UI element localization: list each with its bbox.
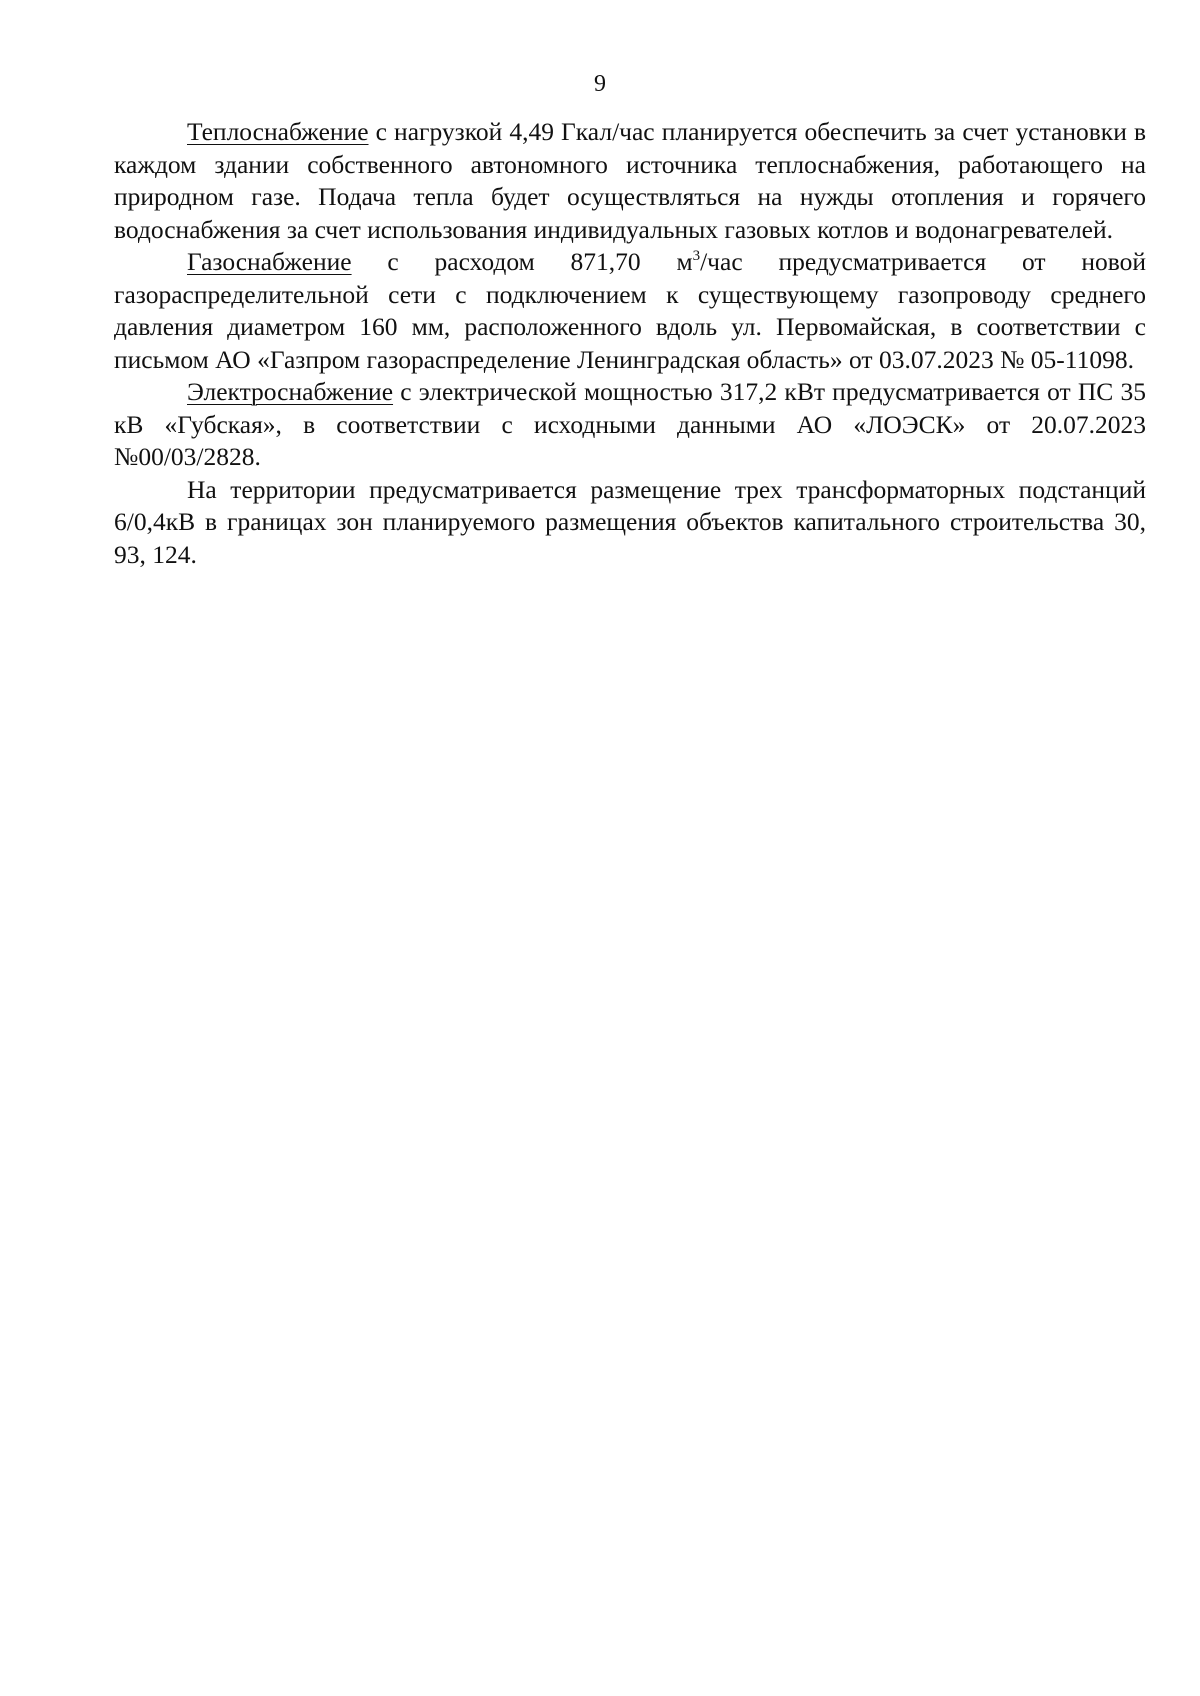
gas-supply-text-start: с расходом 871,70 м <box>351 247 693 276</box>
heat-supply-term: Теплоснабжение <box>187 117 369 146</box>
cubic-superscript: 3 <box>692 248 701 264</box>
heat-supply-text: с нагрузкой 4,49 Гкал/час планируется обеспечить за счет установки в каждом здании собственного автономного источника теплоснабжения, работающего на природном газе. Подача тепла будет осуществляться на нужды отопления и горячего водоснабжения за счет использования индивидуальных газовых котлов и водонагревателей. <box>114 117 1146 244</box>
power-supply-term: Электроснабжение <box>187 377 394 406</box>
gas-supply-text-end: /час предусматривается от новой газораспределительной сети с подключением к существующему газопроводу среднего давления диаметром 160 мм, расположенного вдоль ул. Первомайская, в соответствии с письмом АО «Газпром газораспределение Ленинградская область» от 03.07.2023 № 05-11098. <box>114 247 1146 374</box>
paragraph-power-supply <box>114 376 1146 474</box>
substations-text: На территории предусматривается размещение трех трансформаторных подстанций 6/0,4кВ в границах зон планируемого размещения объектов капитального строительства 30, 93, 124. <box>114 474 1146 569</box>
power-supply-text: с электрической мощностью 317,2 кВт предусматривается от ПС 35 кВ «Губская», в соответствии с исходными данными АО «ЛОЭСК» от 20.07.2023 №00/03/2828. <box>114 377 1146 471</box>
page-number: 9 <box>594 71 606 97</box>
paragraph-heat-supply <box>114 116 1146 246</box>
gas-supply-term: Газоснабжение <box>187 247 352 276</box>
paragraph-gas-supply <box>114 246 1146 376</box>
document-body <box>114 116 1146 571</box>
paragraph-substations <box>114 474 1146 572</box>
